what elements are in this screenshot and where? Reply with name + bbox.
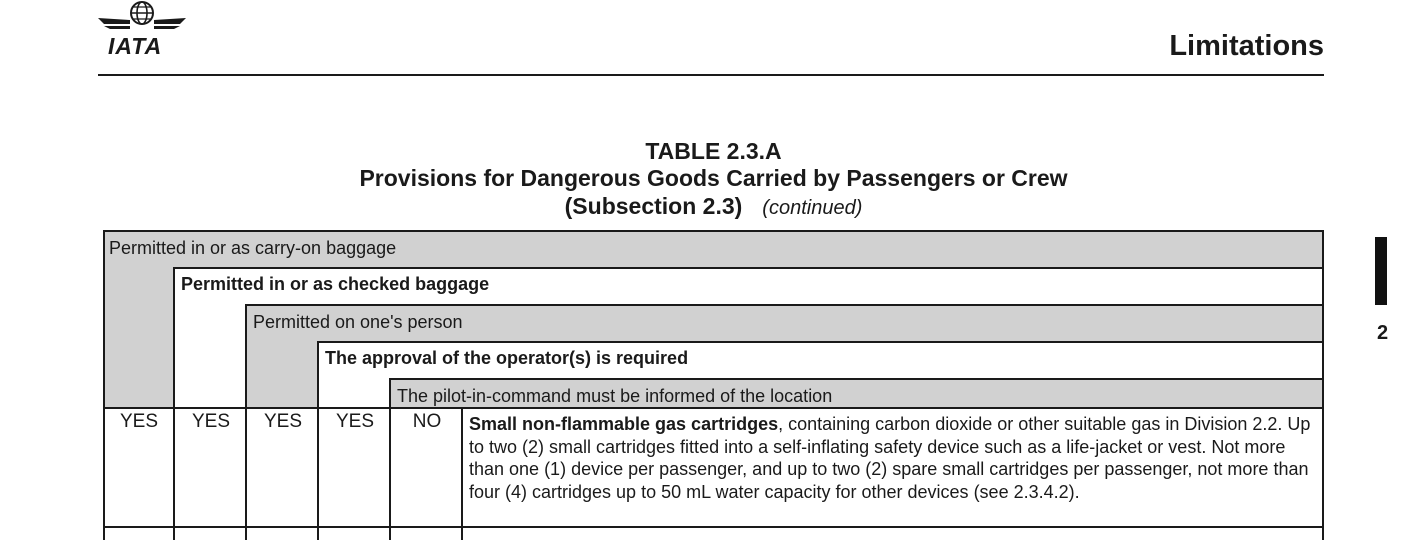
logo-text: IATA [108, 33, 163, 59]
continued-note: (continued) [762, 197, 863, 219]
column-header-checked: Permitted in or as checked baggage [181, 274, 490, 294]
line [173, 267, 1324, 269]
column-header-on-person: Permitted on one's person [253, 312, 463, 332]
header-col-carry-on [104, 267, 174, 407]
line [1322, 230, 1324, 540]
column-header-carry-on: Permitted in or as carry-on baggage [109, 238, 397, 258]
line [103, 230, 105, 540]
cell-carry-on: YES [119, 411, 159, 432]
line [389, 378, 1324, 380]
column-header-operator-approval: The approval of the operator(s) is required [325, 348, 689, 368]
cell-checked: YES [191, 411, 231, 432]
line [103, 526, 1324, 528]
chapter-tab-marker [1375, 237, 1387, 305]
cell-on-person: YES [263, 411, 303, 432]
table-title: Provisions for Dangerous Goods Carried by Passengers or Crew [359, 165, 1068, 191]
line [245, 304, 1324, 306]
cell-pilot-informed: NO [412, 411, 442, 432]
item-description [469, 413, 1319, 503]
item-text: , containing carbon dioxide or other suitable gas in Division 2.2. Up to two (2) small cartridges fitted into a self-inflating safety device such as a life-jacket or vest. Not more than one (1) device per passenger, and up to two (2) spare small cartridges per passenger, not more than four (4) cartridges up to 50 mL water capacity for other devices (see 2.3.4.2). [469, 414, 1311, 502]
chapter-tab-number: 2 [1377, 322, 1389, 344]
item-name: Small non-flammable gas cartridges [469, 414, 779, 434]
line [103, 407, 1324, 409]
column-header-pilot-informed: The pilot-in-command must be informed of the location [397, 386, 833, 406]
line [317, 341, 1324, 343]
table-subsection [0, 193, 1427, 220]
line [317, 341, 319, 540]
provisions-table [103, 230, 1324, 540]
line [173, 267, 175, 540]
section-title: Limitations [1169, 30, 1324, 62]
cell-operator-approval: YES [335, 411, 375, 432]
line [103, 230, 1324, 232]
header-col-on-person [246, 341, 317, 407]
subsection-ref: (Subsection 2.3) [564, 193, 743, 219]
header-rule [98, 74, 1324, 76]
table-number: TABLE 2.3.A [645, 138, 782, 164]
line [389, 378, 391, 540]
